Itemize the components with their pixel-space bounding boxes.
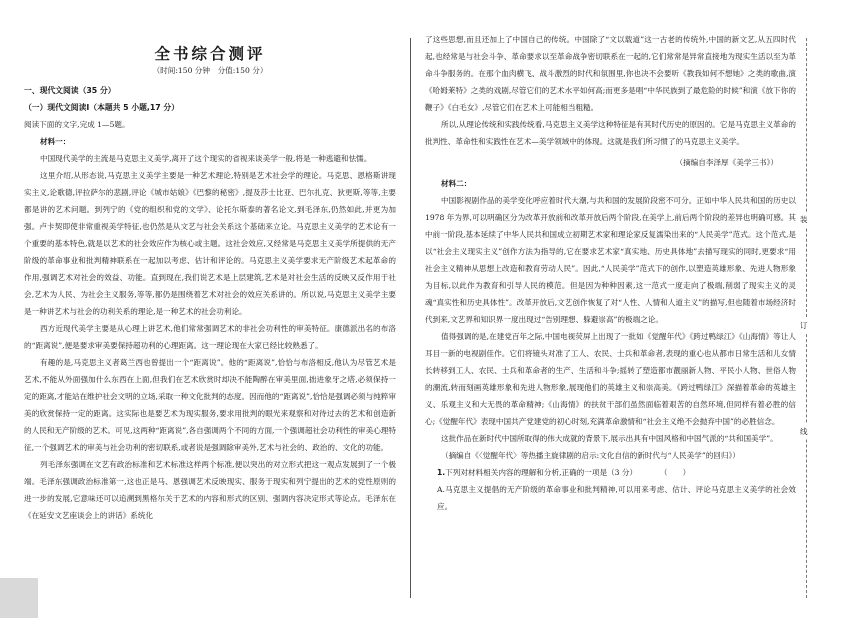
option-a: A.马克思主义提倡的无产阶级的革命事业和批判精神,可以用来考虑、估计、评论马克思主义美学的社会效应。 [437, 485, 796, 511]
source-citation: （摘编自李泽厚《美学三书》） [675, 158, 778, 167]
paragraph: 所以,从理论传统和实践传统看,马克思主义美学这种特征是有其时代历史的原因的。它是马克思主义革命的批判性、革命性和实践性在艺术—美学领域中的体现。这就是我们所习惯了的马克思主义美学。 [425, 120, 796, 146]
material-label: 材料一： [40, 137, 71, 146]
paragraph: 中国影视剧作品的美学变化呼应着时代大潮,与共和国的发展阶段密不可分。正如中华人民共和国的历史以 1978 年为界,可以明确区分为改革开放前和改革开放后两个阶段,在美学上,前后两个阶段的差异也明确可感。其中前一阶段,基本延续了中华人民共和国成立初期艺术家和理论家反复濡染出来的“人民美学”范式。这个范式,是以“社会主义现实主义”创作方法为指导的,它在要求艺术家“真实地、历史具体地”去描写现实的同时,更要求“用社会主义精神从思想上改造和教育劳动人民”。因此,“人民美学”范式下的创作,以塑造英雄形象、先进人物形象为目标,以此作为教育和引导人民的模范。但是因为种种因素,这一范式一度走向了极端,削弱了现实主义的灵魂“真实性和历史具体性”。改革开放后,文艺创作恢复了对“人性、人情和人道主义”的描写,但也随着市场经济时代到来,文艺界和知识界一度出现过“告别理想、躲避崇高”的极端之论。 [425, 196, 796, 324]
paragraph: 有趣的是,马克思主义者葛兰西也曾提出一个“距离说”。他的“距离说”,恰恰与布洛相反,他认为尽管艺术是艺术,不能从外面强加什么东西在上面,但我们在艺术欣赏时却决不能陶醉在审美里面,拙进象牙之塔,必须保持一定的距离,才能站在维护社会文明的立场,采取一种文化批判的态度。因而他的“距离说”,恰恰是强调必须与纯粹审美的欣赏保持一定的距离。这实际也是要艺术为现实服务,要求用批判的眼光来观察和对待过去的艺术和创造新的人民和无产阶级的艺术。可见,这两种“距离说”,各自强调两个不同的方面,一个强调超社会功利性的审美心理特征,一个强调艺术的审美与社会功利的密切联系,或者说是强调除审美外,艺术与社会的、政治的、文化的功能。 [24, 358, 396, 452]
paragraph: 了这些思想,而且还加上了中国自己的传统。中国除了“文以载道”这一古老的传统外,中国的新文艺,从五四时代起,也经常是与社会斗争、革命要求以至革命战争密切联系在一起的,它们常常是异常直接地为现实生活以至为革命斗争服务的。在那个血肉横飞、战斗激烈的时代和氛围里,你也决不会要听《教我如何不想她》之类的歌曲,演《哈姆莱特》之类的戏剧,尽管它们的艺术水平如何高;而更多是唱“中华民族到了最危险的时候”和演《放下你的鞭子》《白毛女》,尽管它们在艺术上可能相当粗糙。 [425, 35, 796, 112]
paragraph: 中国现代美学的主流是马克思主义美学,离开了这个现实的省视来谈美学一般,将是一种逃避和怯懦。 [40, 154, 372, 163]
paragraph: 列毛泽东强调在文艺有政治标准和艺术标准这样两个标准,便以突出的对立形式把这一观点发展到了一个极端。毛泽东强调政治标准第一,这也正是马、恩强调艺术反映现实、服务于现实和列宁提出的艺术的党性原则的进一步的发展,它意味还可以追溯到黑格尔关于艺术的内容和形式的区别、强调内容决定形式等论点。毛泽东在《在延安文艺座谈会上的讲话》系统化 [24, 460, 396, 520]
binding-label-zhuang: 装 [800, 212, 808, 227]
paragraph: 西方近现代美学主要是从心理上讲艺术,他们常常强调艺术的非社会功利性的审美特征。康德派出名的布洛的“距离说”,便是要求审美要保持超功利的心理距离。这一理论现在大家已经比较熟悉了。 [24, 324, 396, 350]
page-title: 全书综合测评 [154, 45, 266, 63]
question-text: 下列对材料相关内容的理解和分析,正确的一项是（3 分） （ ） [445, 468, 691, 477]
binding-label-xian: 线 [800, 424, 808, 439]
exam-meta: （时间:150 分钟 分值:150 分） [152, 66, 268, 75]
paragraph: 这批作品在新时代中国所取得的伟大成就的背景下,展示出具有中国风格和中国气派的“共和国美学”。 [441, 434, 778, 443]
material-label: 材料二： [441, 179, 472, 188]
paragraph: 这里介绍,从形态说,马克思主义美学主要是一种艺术理论,特别是艺术社会学的理论。马克思、恩格斯讲现实主义,论歌德,评拉萨尔的悲剧,评论《城市姑娘》《巴黎的秘密》,提及莎士比亚、巴尔扎克、狄更斯,等等,主要都是讲的艺术问题。到列宁的《党的组织和党的文学》、论托尔斯泰的著名论文,到毛泽东,仍然如此,并更为加强。卢卡契即使非常重视美学特征,也仍然是从文艺与社会关系这个基础来立论。马克思主义美学的艺术论有一个重要的基本特色,就是以艺术的社会效应作为核心或主题。这社会效应,又经常是马克思主义美学所提供的无产阶级的革命事业和批判精神联系在一起加以考虑、估计和评论的。马克思主义美学要求无产阶级艺术起革命的作用,强调艺术对社会的效益、功能。直到现在,我们说艺术是上层建筑,艺术是对社会生活的反映又反作用于社会,艺术为人民、为社会主义服务,等等,都仍是围绕着艺术对社会的效应关系讲的。所以说,马克思主义美学主要是一种讲艺术与社会的功利关系的理论,是一种艺术的社会功利论。 [24, 171, 396, 316]
section-heading: 一、现代文阅读（35 分） [24, 86, 116, 95]
source-citation: （摘编自《〈觉醒年代〉等热播主旋律剧的启示:文化自信的新时代与“人民美学”的回归》） [441, 451, 740, 460]
subsection-heading: （一）现代文阅读Ⅰ（本题共 5 小题,17 分） [24, 103, 180, 112]
corner-tab [0, 578, 38, 618]
instruction: 阅读下面的文字,完成 1—5题。 [24, 120, 130, 129]
left-column [24, 30, 396, 524]
question [425, 464, 796, 481]
right-column [425, 31, 796, 515]
paragraph: 值得强调的是,在建党百年之际,中国电视荧屏上出现了一批如《觉醒年代》《跨过鸭绿江》《山海情》等让人耳目一新的电视剧佳作。它们将镜头对准了工人、农民、士兵和革命者,表现的重心也从都市日常生活和儿女情长转移到工人、农民、士兵和革命者的生产、生活和斗争;摇转了塑造都市靓丽新人物、平民小人物、世俗人物的潮流,转而刻画英雄形象和先进人物形象,展现他们的英雄主义和崇高美。《跨过鸭绿江》深描着革命的英雄主义、乐观主义和大无畏的革命精神;《山海情》的扶贫干部们虽然面临着艰苦的自然环境,但同样有着必胜的信心;《觉醒年代》表现中国共产党建党的初心时刻,充满革命激情和“社会主义绝不会抛弃中国”的必胜信念。 [425, 332, 796, 426]
question-number: 1. [437, 468, 446, 477]
binding-label-ding: 订 [800, 318, 808, 333]
column-divider [410, 38, 411, 598]
